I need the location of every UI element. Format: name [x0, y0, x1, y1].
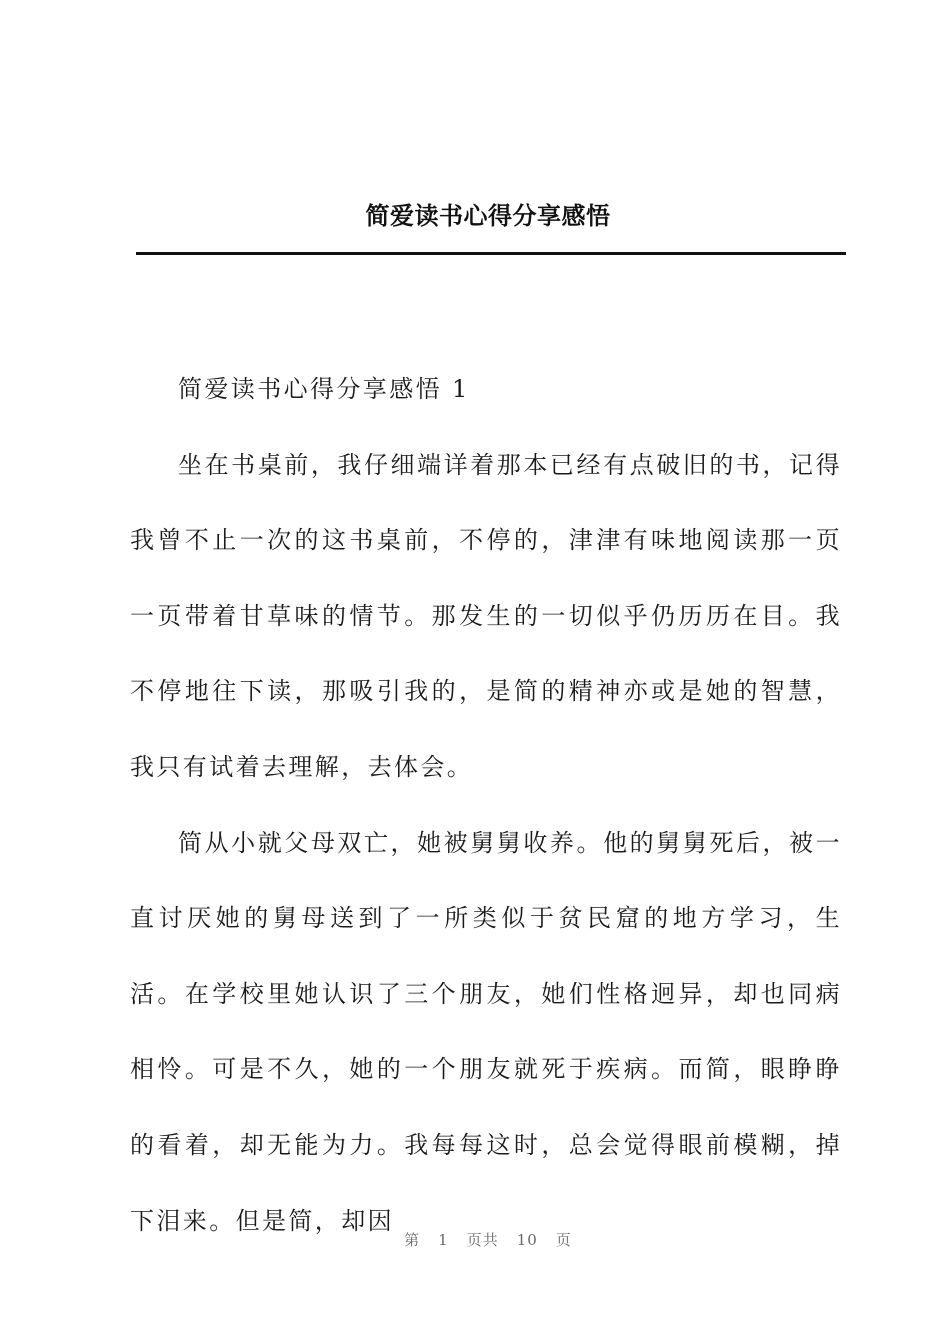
page-title: 简爱读书心得分享感悟 — [365, 201, 611, 230]
document-body — [130, 352, 842, 1259]
section-heading: 简爱读书心得分享感悟 1 — [178, 375, 470, 403]
footer-label-pages: 页 — [555, 1231, 572, 1249]
footer-label-page: 第 — [404, 1231, 421, 1249]
title-divider — [136, 252, 846, 255]
footer-current-page: 1 — [438, 1231, 449, 1249]
page-footer — [0, 1229, 950, 1250]
paragraph-1: 坐在书桌前，我仔细端详着那本已经有点破旧的书，记得我曾不止一次的这书桌前，不停的，津津有味地阅读那一页一页带着甘草味的情节。那发生的一切似乎仍历历在目。我不停地往下读，那吸引我的，是简的精神亦或是她的智慧，我只有试着去理解，去体会。 — [130, 450, 842, 781]
footer-total-pages: 10 — [516, 1231, 538, 1249]
footer-label-of: 页共 — [466, 1231, 499, 1249]
paragraph-2: 简从小就父母双亡，她被舅舅收养。他的舅舅死后，被一直讨厌她的舅母送到了一所类似于贫民窟的地方学习，生活。在学校里她认识了三个朋友，她们性格迥异，却也同病相怜。可是不久，她的一个朋友就死于疾病。而简，眼睁睁的看着，却无能为力。我每每这时，总会觉得眼前模糊，掉下泪来。但是简，却因 — [130, 828, 842, 1235]
